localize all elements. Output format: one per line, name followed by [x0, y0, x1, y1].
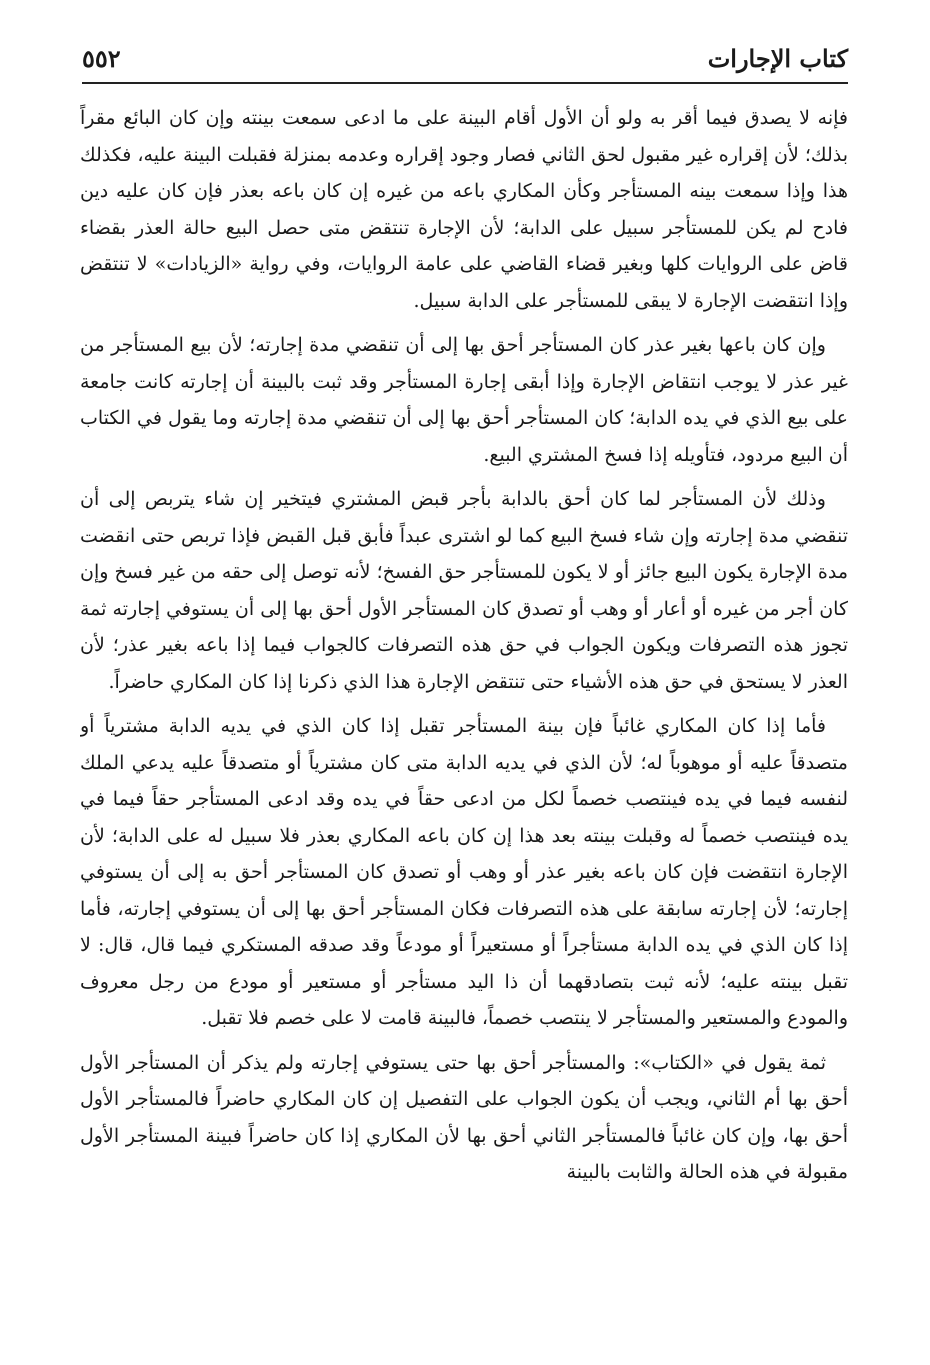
page-header [82, 40, 848, 84]
page-number: ٥٥٢ [82, 44, 121, 73]
paragraph-2: وإن كان باعها بغير عذر كان المستأجر أحق بها إلى أن تنقضي مدة إجارته؛ لأن بيع المستأجر من غير عذر لا يوجب انتقاض الإجارة وإذا أبقى إجارة المستأجر وقد ثبت بالبينة أن إجارته كانت جامعة على بيع الذي في يده الدابة؛ كان المستأجر أحق بها إلى أن تنقضي مدة إجارته وما يقول في الكتاب أن البيع مردود، فتأويله إذا فسخ المشتري البيع. [80, 334, 848, 466]
paragraph-4: فأما إذا كان المكاري غائباً فإن بينة المستأجر تقبل إذا كان الذي في يديه الدابة مشترياً أو متصدقاً عليه أو موهوباً له؛ لأن الذي في يديه الدابة متى كان مشترياً أو متصدقاً عليه يدعي الملك لنفسه فيما في يده فينتصب خصماً لكل من ادعى حقاً في يده وقد ادعى المستأجر حقاً فيما في يده فينتصب خصماً له وقبلت بينته بعد هذا إن كان باعه المكاري بعذر فلا سبيل له على الدابة؛ لأن الإجارة انتقضت فإن كان باعه بغير عذر أو وهب أو تصدق كان المستأجر أحق به إلى أن يستوفي إجارته؛ لأن إجارته سابقة على هذه التصرفات فكان المستأجر أحق بها إلى أن يستوفي إجارته، فأما إذا كان الذي في يده الدابة مستأجراً أو مستعيراً أو مودعاً وقد صدقه المستكري فيما قال، قال: لا تقبل بينته عليه؛ لأنه ثبت بتصادقهما أن ذا اليد مستأجر أو مستعير أو مودع من رجل معروف والمودع والمستعير والمستأجر لا ينتصب خصماً، فالبينة قامت لا على خصم فلا تقبل. [80, 715, 848, 1029]
paragraph-1: فإنه لا يصدق فيما أقر به ولو أن الأول أقام البينة على ما ادعى سمعت بينته وإن كان البائع مقراً بذلك؛ لأن إقراره غير مقبول لحق الثاني فصار وجود إقراره وعدمه بمنزلة فقبلت البينة عليه، فكذلك هذا وإذا سمعت بينه المستأجر وكأن المكاري باعه من غيره إن كان باعه بعذر فإن كان عليه دين فادح لم يكن للمستأجر سبيل على الدابة؛ لأن الإجارة تنتقض متى حصل البيع حالة العذر بقضاء قاض على الروايات كلها وبغير قضاء القاضي على عامة الروايات، وفي رواية «الزيادات» لا تنتقض وإذا انتقضت الإجارة لا يبقى للمستأجر على الدابة سبيل. [80, 107, 848, 312]
paragraph-5: ثمة يقول في «الكتاب»: والمستأجر أحق بها حتى يستوفي إجارته ولم يذكر أن المستأجر الأول أحق بها أم الثاني، ويجب أن يكون الجواب على التفصيل إن كان المكاري حاضراً فالمستأجر الأول أحق بها، وإن كان غائباً فالمستأجر الثاني أحق بها لأن المكاري إذا كان حاضراً فبينة المستأجر الأول مقبولة في هذه الحالة والثابت بالبينة [80, 1051, 848, 1183]
chapter-title: كتاب الإجارات [707, 44, 848, 73]
paragraph-3: وذلك لأن المستأجر لما كان أحق بالدابة بأجر قبض المشتري فيتخير إن شاء يتربص إلى أن تنقضي مدة إجارته وإن شاء فسخ البيع كما لو اشترى عبداً فأبق قبل القبض فإذا تربص حتى انقضت مدة الإجارة يكون البيع جائز أو لا يكون للمستأجر حق الفسخ؛ لأنه توصل إلى حقه من غير فسخ وإن كان أجر من غيره أو أعار أو وهب أو تصدق كان المستأجر الأول أحق بها إلى أن يستوفي إجارته ثمة تجوز هذه التصرفات ويكون الجواب في حق هذه التصرفات كالجواب فيما إذا باعه بغير عذر؛ لأن العذر لا يستحق في حق هذه الأشياء حتى تنتقض الإجارة هذا الذي ذكرنا إذا كان المكاري حاضراً. [80, 488, 848, 693]
page-body [80, 100, 848, 1360]
